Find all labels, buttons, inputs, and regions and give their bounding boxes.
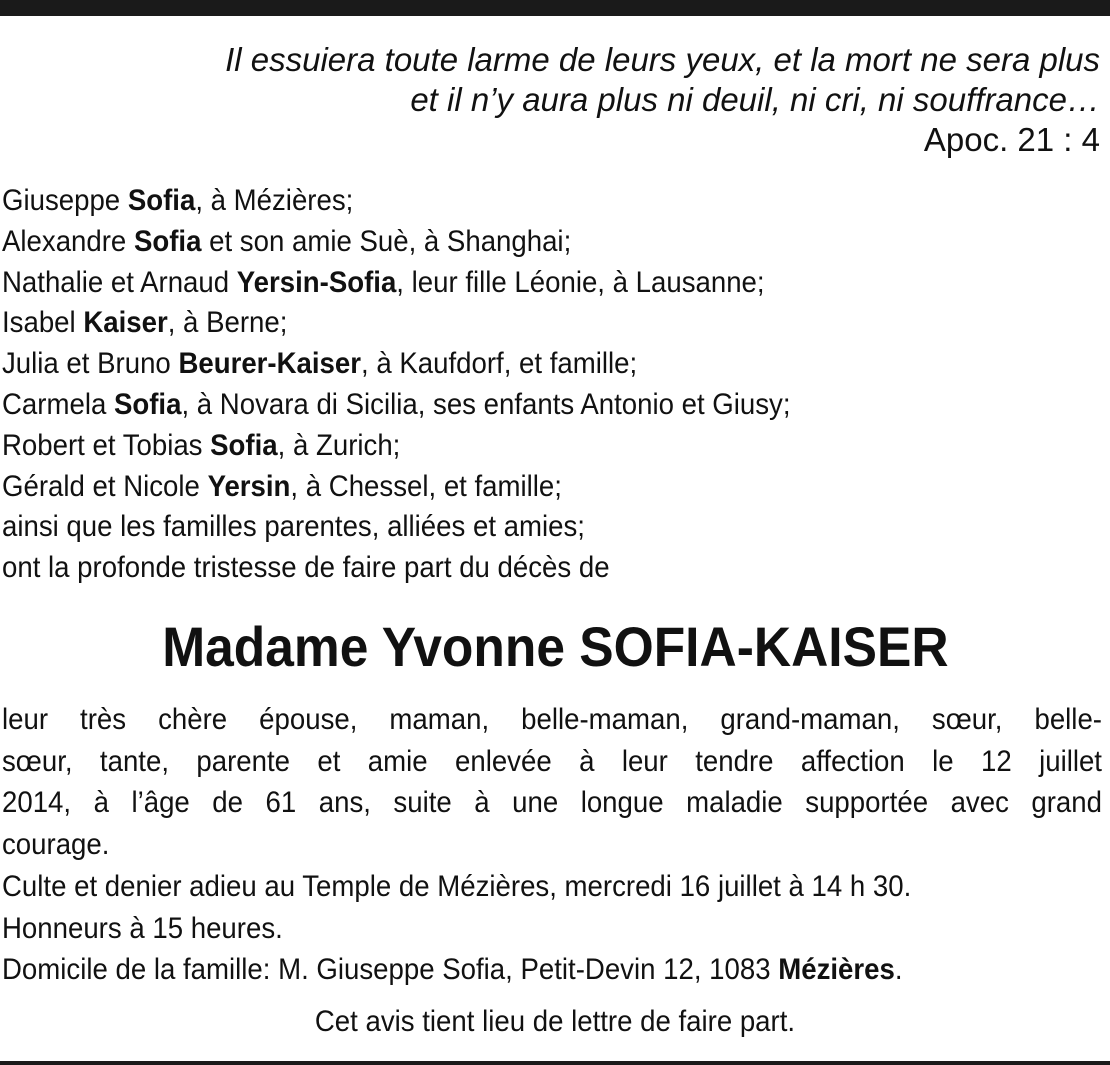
family-line: Isabel Kaiser, à Berne; bbox=[2, 306, 288, 340]
body-line: 2014, à l’âge de 61 ans, suite à une longue maladie supportée avec grand bbox=[2, 786, 1102, 820]
closing-note: Cet avis tient lieu de lettre de faire part. bbox=[314, 1005, 796, 1038]
family-line: Alexandre Sofia et son amie Suè, à Shanghai; bbox=[2, 224, 572, 258]
family-list bbox=[2, 181, 1102, 589]
body-line: Culte et denier adieu au Temple de Mézières, mercredi 16 juillet à 14 h 30. bbox=[2, 869, 912, 903]
family-line: ont la profonde tristesse de faire part du décès de bbox=[2, 551, 610, 585]
family-line: ainsi que les familles parentes, alliées et amies; bbox=[2, 510, 585, 544]
bottom-rule bbox=[0, 1061, 1110, 1065]
epigraph bbox=[10, 40, 1100, 160]
body-line: leur très chère épouse, maman, belle-maman, grand-maman, sœur, belle- bbox=[2, 703, 1102, 736]
top-rule bbox=[0, 0, 1110, 16]
epigraph-verse-line-1: Il essuiera toute larme de leurs yeux, et la mort ne sera plus bbox=[225, 41, 1100, 78]
domicile-line: Domicile de la famille: M. Giuseppe Sofia, Petit-Devin 12, 1083 Mézières. bbox=[2, 953, 903, 987]
body-line: Honneurs à 15 heures. bbox=[2, 911, 283, 945]
deceased-name: Madame Yvonne SOFIA-KAISER bbox=[161, 615, 949, 678]
family-line: Carmela Sofia, à Novara di Sicilia, ses enfants Antonio et Giusy; bbox=[2, 387, 791, 421]
family-line: Robert et Tobias Sofia, à Zurich; bbox=[2, 428, 401, 462]
body-line: sœur, tante, parente et amie enlevée à leur tendre affection le 12 juillet bbox=[2, 744, 1102, 778]
family-line: Nathalie et Arnaud Yersin-Sofia, leur fille Léonie, à Lausanne; bbox=[2, 265, 765, 299]
body-line: courage. bbox=[2, 828, 110, 862]
notice-body bbox=[2, 699, 1102, 991]
epigraph-reference: Apoc. 21 : 4 bbox=[923, 121, 1100, 158]
family-line: Giuseppe Sofia, à Mézières; bbox=[2, 184, 354, 217]
epigraph-verse-line-2: et il n’y aura plus ni deuil, ni cri, ni souffrance… bbox=[410, 81, 1100, 118]
family-line: Gérald et Nicole Yersin, à Chessel, et famille; bbox=[2, 469, 562, 503]
domicile-town: Mézières bbox=[778, 953, 895, 987]
family-line: Julia et Bruno Beurer-Kaiser, à Kaufdorf, et famille; bbox=[2, 347, 638, 381]
